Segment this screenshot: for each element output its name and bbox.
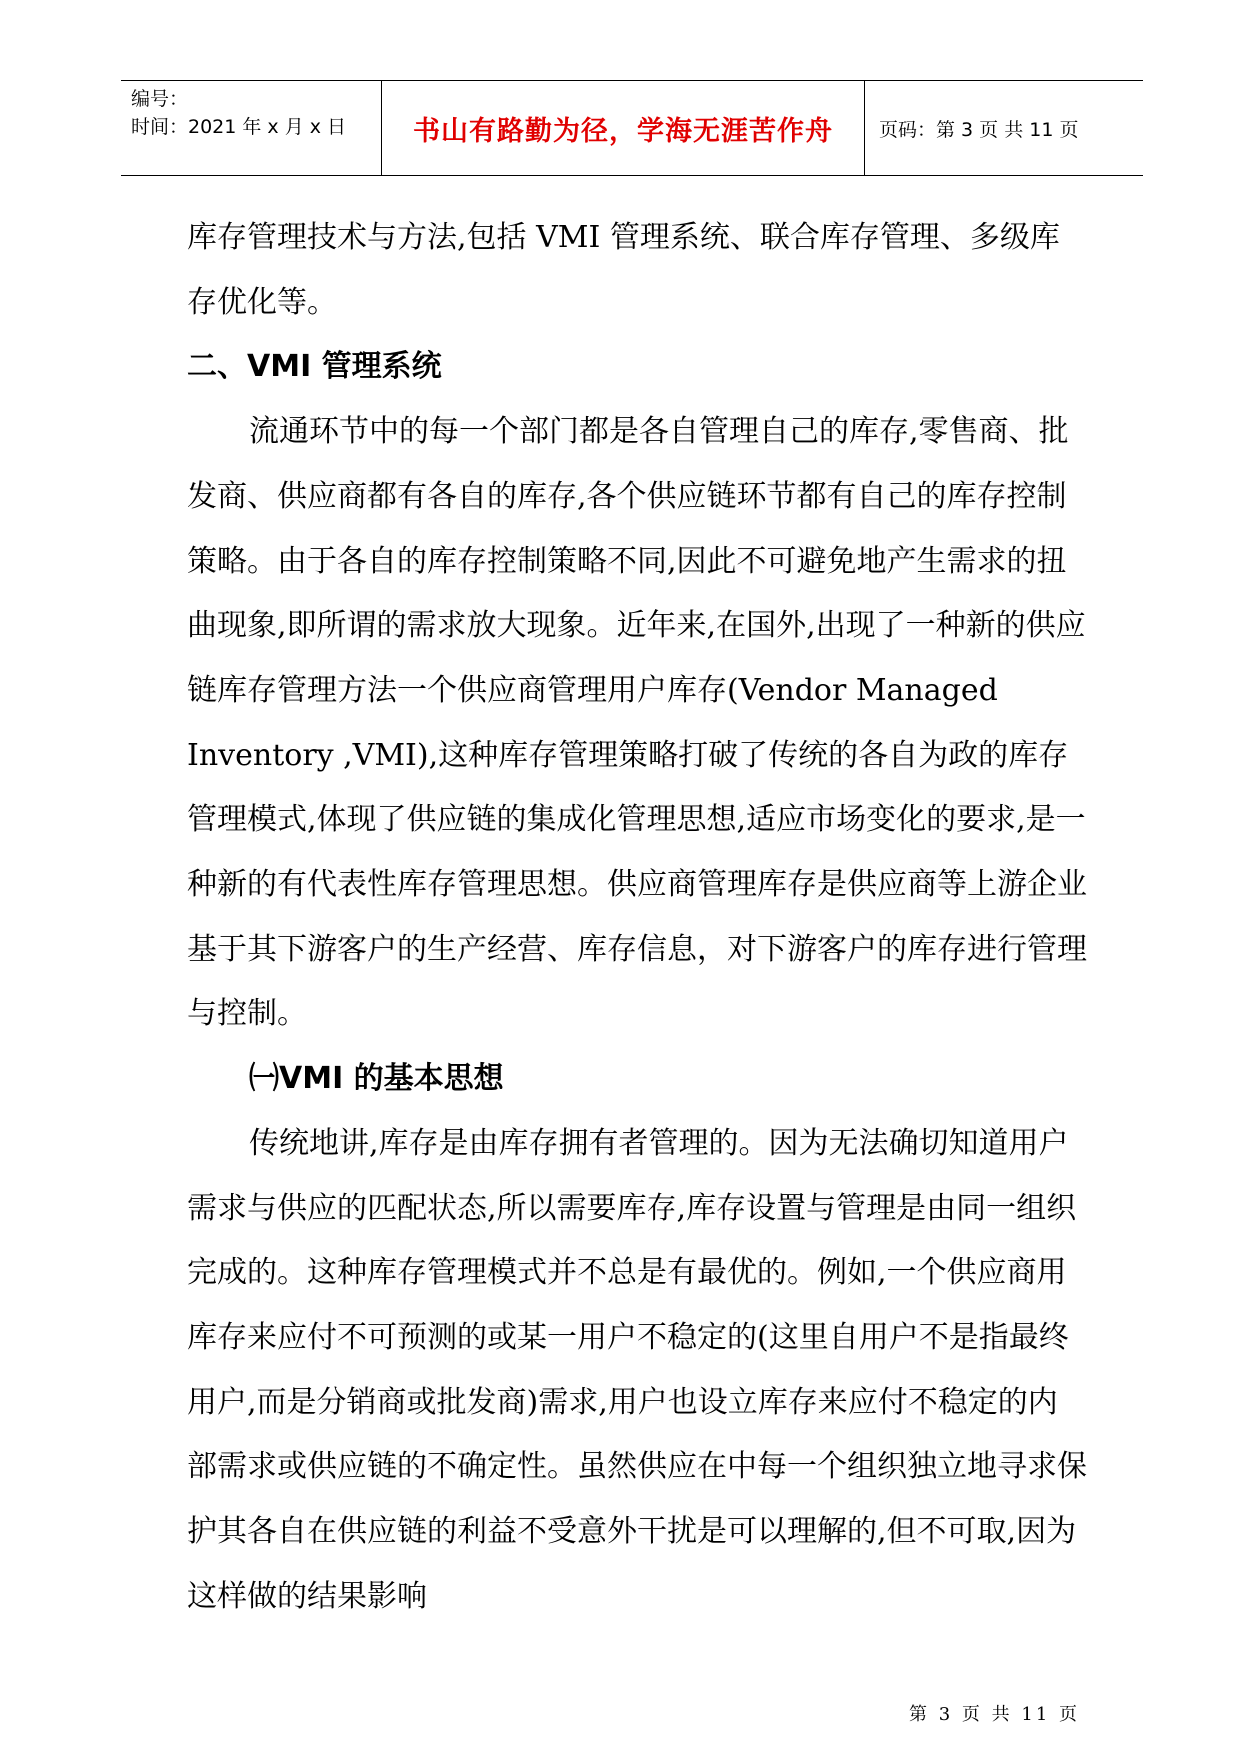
header-motto-cell: [382, 81, 865, 175]
section-heading: 二、VMI 管理系统: [187, 349, 442, 385]
header-page-cell: [865, 81, 1143, 175]
paragraph-continuation: 库存管理技术与方法,包括 VMI 管理系统、联合库存管理、多级库存优化等。: [187, 220, 1060, 320]
paragraph: 流通环节中的每一个部门都是各自管理自己的库存,零售商、批发商、供应商都有各自的库存,各个供应链环节都有自己的库存控制策略。由于各自的库存控制策略不同,因此不可避免地产生需求的扭曲现象,即所谓的需求放大现象。近年来,在国外,出现了一种新的供应链库存管理方法一个供应商管理用户库存(Vendor Managed Inventory ,VMI),这种库存管理策略打破了传统的各自为政的库存管理模式,体现了供应链的集成化管理思想,适应市场变化的要求,是一种新的有代表性库存管理思想。供应商管理库存是供应商等上游企业基于其下游客户的生产经营、库存信息，对下游客户的库存进行管理与控制。: [187, 414, 1087, 1032]
header-meta-cell: [121, 81, 382, 175]
document-body: [187, 206, 1087, 1629]
document-number-label: 编号：: [131, 88, 189, 110]
page-footer: 第 3 页 共 11 页: [909, 1704, 1080, 1725]
subsection-heading: ㈠VMI 的基本思想: [249, 1061, 504, 1097]
paragraph: 传统地讲,库存是由库存拥有者管理的。因为无法确切知道用户需求与供应的匹配状态,所以需要库存,库存设置与管理是由同一组织完成的。这种库存管理模式并不总是有最优的。例如,一个供应商用库存来应付不可预测的或某一用户不稳定的(这里自用户不是指最终用户,而是分销商或批发商)需求,用户也设立库存来应付不稳定的内部需求或供应链的不确定性。虽然供应在中每一个组织独立地寻求保护其各自在供应链的利益不受意外干扰是可以理解的,但不可取,因为这样做的结果影响: [187, 1125, 1087, 1614]
page-header: [121, 80, 1143, 176]
document-time-label: 时间：2021 年 x 月 x 日: [131, 116, 347, 138]
header-motto: 书山有路勤为径，学海无涯苦作舟: [413, 115, 833, 147]
header-page-info: 页码：第 3 页 共 11 页: [879, 118, 1079, 141]
